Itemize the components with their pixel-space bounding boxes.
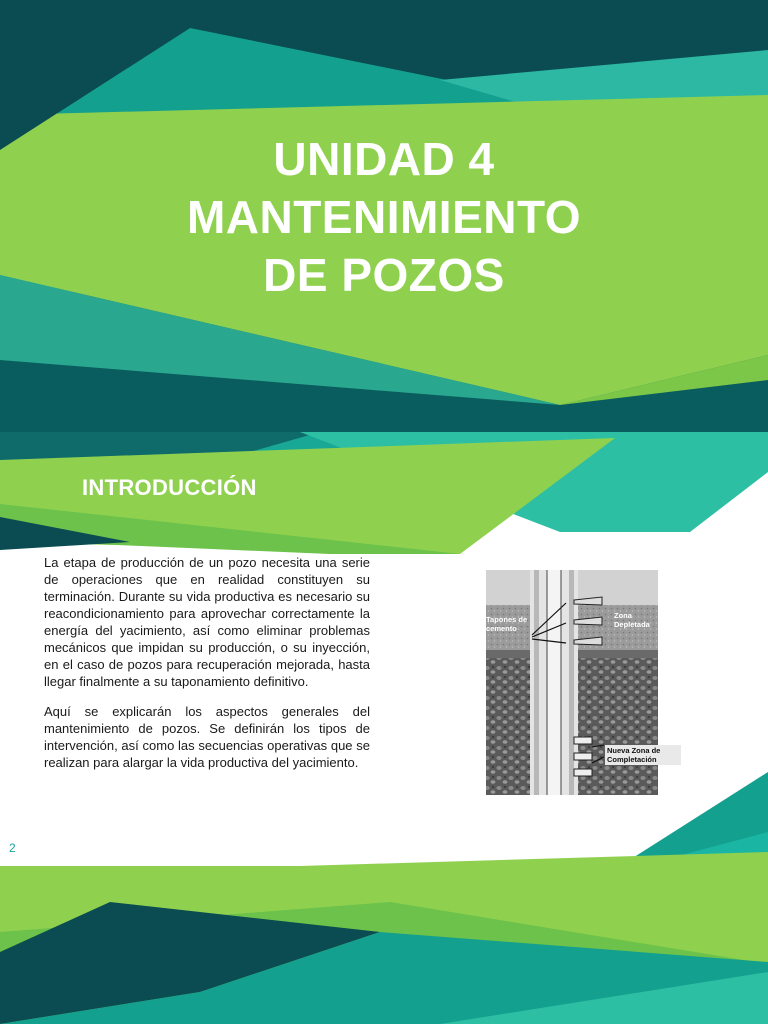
body-text [44, 554, 370, 784]
introduction-slide [0, 432, 768, 1024]
slide-title [84, 130, 684, 304]
title-slide [0, 0, 768, 432]
title-line: DE POZOS [263, 249, 505, 301]
title-line: MANTENIMIENTO [186, 191, 582, 243]
paragraph: La etapa de producción de un pozo necesita una serie de operaciones que en realidad constituyen su terminación. Durante su vida productiva es necesario su reacondicionamiento para aprovechar correctamente la energía del yacimiento, así como eliminar problemas mecánicos que impidan su producción, o su inyección, en el caso de pozos para recuperación mejorada, hasta llegar finalmente a su taponamiento definitivo. [44, 555, 370, 689]
cement-plugs-label: Tapones de cemento [486, 615, 528, 633]
section-heading: INTRODUCCIÓN [82, 475, 257, 500]
title-line: UNIDAD 4 [273, 133, 495, 185]
well-diagram [472, 565, 672, 795]
new-completion-zone-label: Nueva Zona de Completación [605, 745, 681, 765]
page-number: 2 [9, 841, 16, 855]
paragraph: Aquí se explicarán los aspectos generales del mantenimiento de pozos. Se definirán los tipos de intervención, así como las secuencias operativas que se realizan para alargar la vida productiva del yacimiento. [44, 704, 370, 770]
depleted-zone-label: Zona Depletada [614, 611, 650, 629]
